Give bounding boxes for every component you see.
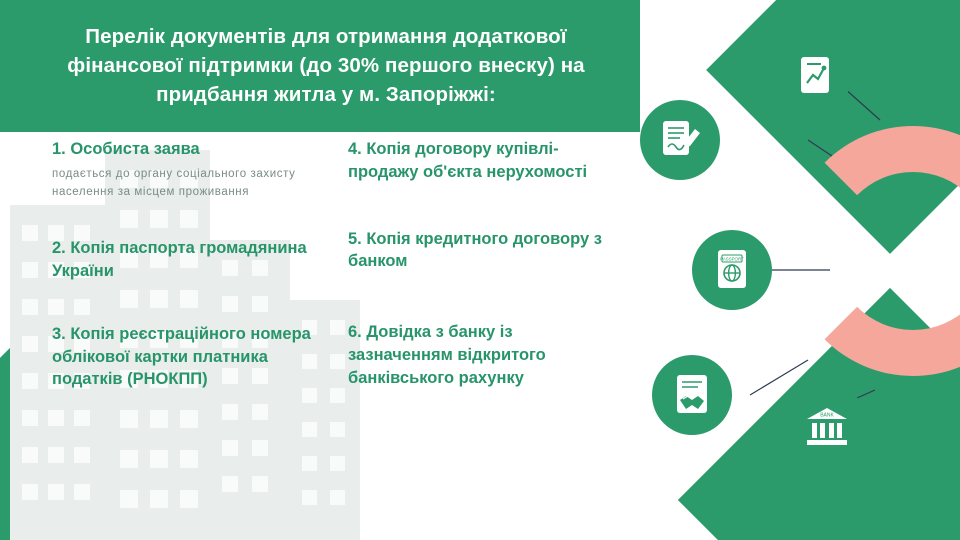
list-item xyxy=(52,237,322,283)
documents-column-right xyxy=(348,138,613,403)
passport-icon xyxy=(692,230,772,310)
documents-column-left xyxy=(52,138,322,391)
list-item xyxy=(348,228,613,274)
list-item-title: 1. Особиста заява xyxy=(52,140,200,158)
list-item xyxy=(52,323,322,391)
bank-label: BANK xyxy=(820,412,834,419)
list-item-title: 2. Копія паспорта громадянина України xyxy=(52,239,307,281)
chart-document-icon xyxy=(778,38,852,112)
page-title: Перелік документів для отримання додаткової фінансової підтримки (до 30% першого внеску) на придбання житла у м. Запоріжжі: xyxy=(67,25,585,107)
illustration-group xyxy=(630,0,960,540)
list-item-title: 6. Довідка з банку із зазначенням відкритого банківського рахунку xyxy=(348,323,546,387)
list-item xyxy=(348,138,613,184)
signed-document-icon xyxy=(640,100,720,180)
list-item-title: 3. Копія реєстраційного номера облікової картки платника податків (РНОКПП) xyxy=(52,324,311,389)
list-item xyxy=(348,321,613,389)
bank-building-icon xyxy=(785,385,869,469)
handshake-document-icon xyxy=(652,355,732,435)
list-item-title: 4. Копія договору купівлі-продажу об'єкта нерухомості xyxy=(348,140,588,181)
list-item-title: 5. Копія кредитного договору з банком xyxy=(348,229,602,271)
passport-label: PASSPORT xyxy=(720,256,744,262)
list-item-subtitle: подається до органу соціального захисту населення за місцем проживання xyxy=(52,167,296,198)
list-item xyxy=(52,138,322,201)
